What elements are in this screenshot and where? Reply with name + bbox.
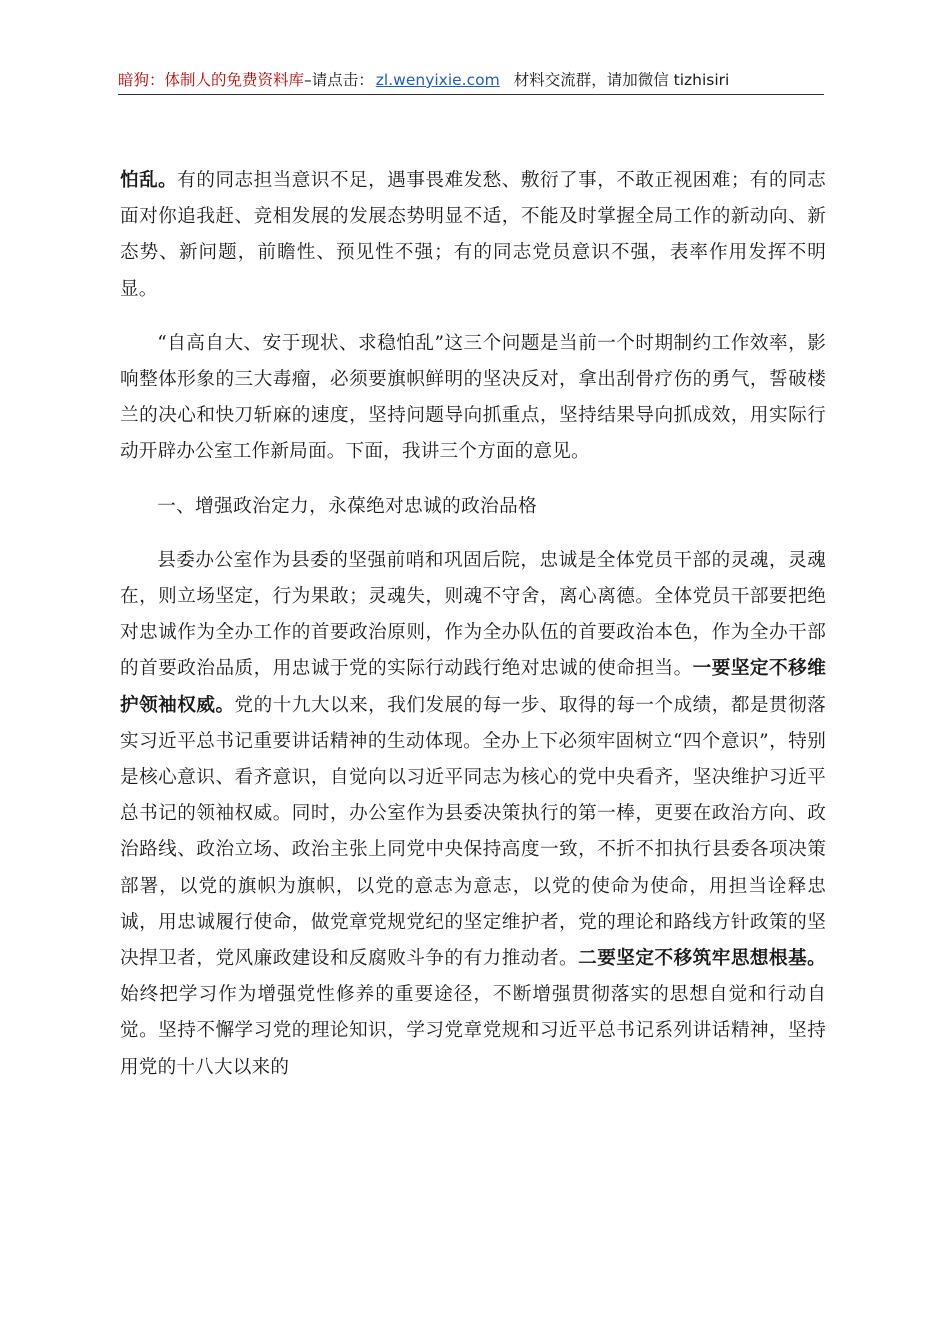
section-heading-1: 一、增强政治定力，永葆绝对忠诚的政治品格 [157, 495, 538, 517]
header-brand: 暗狗：体制人的免费资料库 [118, 71, 305, 89]
paragraph-3-text-3: 始终把学习作为增强党性修养的重要途径，不断增强贯彻落实的思想自觉和行动自觉。坚持不懈学习党的理论知识，学习党章党规和习近平总书记系列讲话精神，坚持用党的十八大以来的 [120, 984, 826, 1078]
header-contact: 材料交流群，请加微信 tizhisiri [513, 71, 730, 89]
header-divider [118, 94, 824, 95]
paragraph-gap [120, 525, 826, 543]
paragraph-1-lead: 怕乱。 [120, 170, 178, 191]
document-header [118, 66, 824, 94]
paragraph-3-text-1: 县委办公室作为县委的坚强前哨和巩固后院，忠诚是全体党员干部的灵魂，灵魂在，则立场坚定，行为果敢；灵魂失，则魂不守舍，离心离德。全体党员干部要把绝对忠诚作为全办工作的首要政治原则，作为全办队伍的首要政治本色，作为全办干部的首要政治品质，用忠诚于党的实际行动践行绝对忠诚的使命担当。 [120, 549, 826, 680]
paragraph-gap [120, 308, 826, 326]
header-prompt: –请点击： [304, 71, 374, 89]
header-link[interactable]: zl.wenyixie.com [375, 71, 500, 89]
paragraph-3-point-1: 一要坚定不移维护领袖权威。 [120, 658, 826, 716]
paragraph-3-point-2: 二要坚定不移筑牢思想根基。 [578, 948, 826, 970]
paragraph-gap [120, 471, 826, 489]
paragraph-3 [120, 543, 826, 1086]
paragraph-1-text: 有的同志担当意识不足，遇事畏难发愁、敷衍了事，不敢正视困难；有的同志面对你追我赶、竞相发展的发展态势明显不适，不能及时掌握全局工作的新动向、新态势、新问题，前瞻性、预见性不强；有的同志党员意识不强，表率作用发挥不明显。 [120, 170, 826, 300]
paragraph-3-text-2: 党的十九大以来，我们发展的每一步、取得的每一个成绩，都是贯彻落实习近平总书记重要讲话精神的生动体现。全办上下必须牢固树立“四个意识”，特别是核心意识、看齐意识，自觉向以习近平同志为核心的党中央看齐，坚决维护习近平总书记的领袖权威。同时，办公室作为县委决策执行的第一棒，更要在政治方向、政治路线、政治立场、政治主张上同党中央保持高度一致，不折不扣执行县委各项决策部署，以党的旗帜为旗帜，以党的意志为意志，以党的使命为使命，用担当诠释忠诚，用忠诚履行使命，做党章党规党纪的坚定维护者，党的理论和路线方针政策的坚决捍卫者，党风廉政建设和反腐败斗争的有力推动者。 [120, 694, 827, 970]
document-body [120, 163, 826, 1086]
paragraph-1 [120, 163, 826, 308]
paragraph-2: “自高自大、安于现状、求稳怕乱”这三个问题是当前一个时期制约工作效率，影响整体形象的三大毒瘤，必须要旗帜鲜明的坚决反对，拿出刮骨疗伤的勇气，誓破楼兰的决心和快刀斩麻的速度，坚持问题导向抓重点，坚持结果导向抓成效，用实际行动开辟办公室工作新局面。下面，我讲三个方面的意见。 [120, 332, 826, 463]
